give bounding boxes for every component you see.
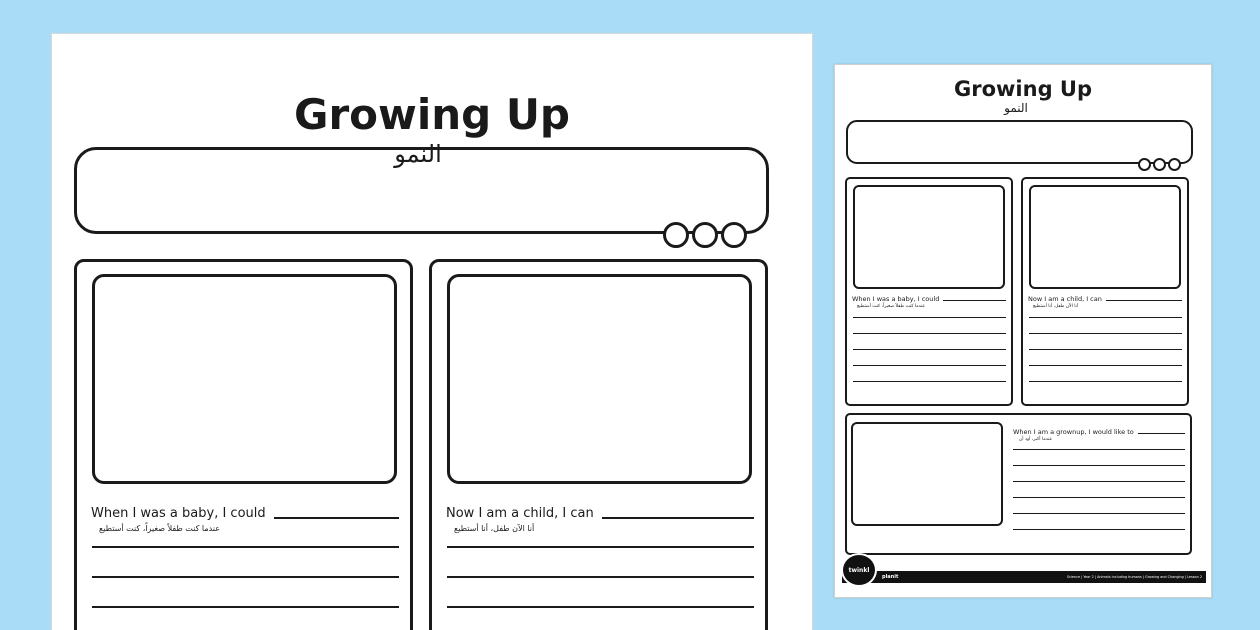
prompt-text-arabic: أنا الآن طفل، أنا أستطيع [1033,304,1079,309]
worksheet-subtitle-arabic: النمو [1004,101,1028,115]
writing-line [853,349,1006,350]
worksheet-large-preview [51,33,813,630]
prompt-text-arabic: عندما أكبر، أود أن [1019,437,1053,442]
drawing-box [853,185,1005,289]
writing-line [447,576,754,578]
prompt-text: Now I am a child, I can [446,506,594,521]
panel-baby [74,259,413,630]
writing-line [447,606,754,608]
worksheet-subtitle-arabic: النمو [394,140,442,168]
writing-line [853,365,1006,366]
writing-line [1029,381,1182,382]
prompt-row [91,501,399,521]
writing-line [92,576,399,578]
writing-line [1106,300,1182,301]
bubble-circle [721,222,747,248]
writing-line [447,546,754,548]
drawing-box [92,274,397,484]
drawing-box [851,422,1003,526]
drawing-box [1029,185,1181,289]
worksheet-title: Growing Up [294,90,570,139]
bubble-circle [692,222,718,248]
bubble-circle [663,222,689,248]
writing-line [1013,529,1185,530]
prompt-text: When I was a baby, I could [91,506,266,521]
prompt-row [1013,426,1185,436]
prompt-text: When I am a grownup, I would like to [1013,428,1134,436]
bubble-circle [1138,158,1151,171]
banner-bubbles [1138,158,1183,172]
writing-line [853,381,1006,382]
writing-line [1029,349,1182,350]
writing-line [1013,497,1185,498]
writing-line [853,333,1006,334]
prompt-row [852,293,1006,303]
footer-bar [842,571,1206,583]
bubble-circle [1168,158,1181,171]
writing-line [1138,433,1185,434]
prompt-text: Now I am a child, I can [1028,295,1102,303]
footer-brand: planit [882,574,899,580]
prompt-row [446,501,754,521]
writing-line [1029,365,1182,366]
prompt-text: When I was a baby, I could [852,295,940,303]
panel-baby [845,177,1013,406]
prompt-text-arabic: عندما كنت طفلاً صغيراً، كنت أستطيع [857,304,926,309]
writing-line [1013,449,1185,450]
writing-line [853,317,1006,318]
writing-line [1013,513,1185,514]
prompt-row [1028,293,1182,303]
writing-line [1029,317,1182,318]
panel-child [429,259,768,630]
bubble-circle [1153,158,1166,171]
panel-child [1021,177,1189,406]
drawing-box [447,274,752,484]
panel-grownup [845,413,1192,555]
worksheet-small-preview [834,64,1212,598]
writing-line [1013,481,1185,482]
prompt-text-arabic: عندما كنت طفلاً صغيراً، كنت أستطيع [99,524,221,533]
writing-line [1029,333,1182,334]
writing-line [274,517,399,519]
writing-line [1013,465,1185,466]
footer-meta: Science | Year 2 | Animals including humans | Growing and Changing | Lesson 2 [1066,575,1202,579]
writing-line [92,546,399,548]
writing-line [602,517,754,519]
prompt-text-arabic: أنا الآن طفل، أنا أستطيع [454,524,535,533]
banner-bubbles [663,222,748,250]
writing-line [943,300,1006,301]
writing-line [92,606,399,608]
logo-text: twinkl [848,566,870,574]
worksheet-title: Growing Up [954,77,1092,101]
twinkl-logo-icon [841,553,877,587]
